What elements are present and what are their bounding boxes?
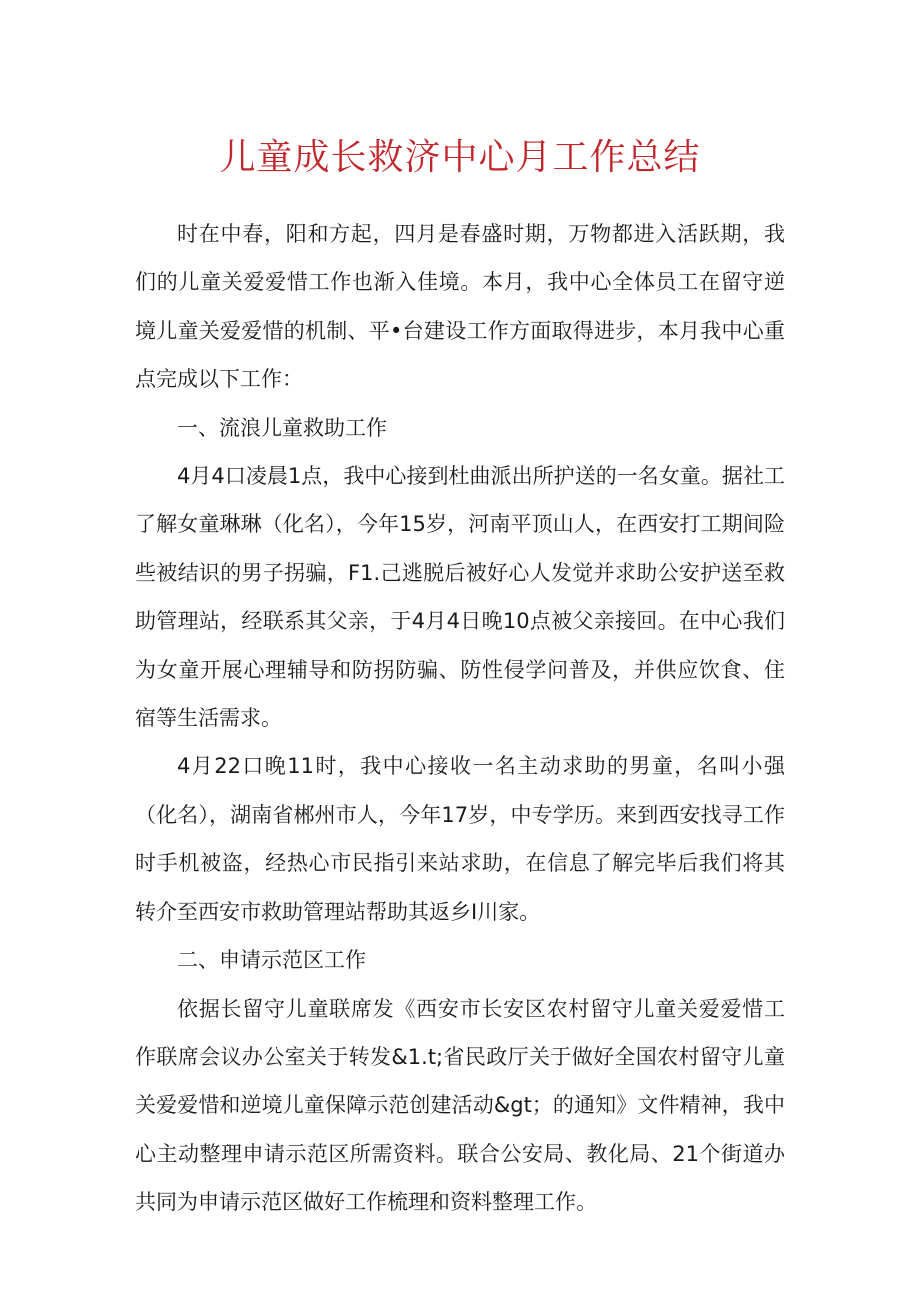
paragraph-demonstration-zone: 依据长留守儿童联席发《西安市长安区农村留守儿童关爱爱惜工作联席会议办公室关于转发&1.t;省民政厅关于做好全国农村留守儿童关爱爱惜和逆境儿童保障示范创建活动&gt；的通知》文件精神，我中心主动整理申请示范区所需资料。联合公安局、教化局、21个街道办共同为申请示范区做好工作梳理和资料整理工作。 [135, 996, 785, 1215]
paragraph-case-girl: 4月4口凌晨1点，我中心接到杜曲派出所护送的一名女童。据社工了解女童琳琳（化名），今年15岁，河南平顶山人，在西安打工期间险些被结识的男子拐骗，F1.己逃脱后被好心人发觉并求助公安护送至救助管理站，经联系其父亲，于4月4日晚10点被父亲接回。在中心我们为女童开展心理辅导和防拐防骗、防性侵学问普及，并供应饮食、住宿等生活需求。 [135, 464, 785, 731]
document-title: 儿童成长救济中心月工作总结 [219, 137, 701, 178]
document-body [135, 210, 785, 1227]
paragraph-case-boy: 4月22口晚11时，我中心接收一名主动求助的男童，名叫小强（化名），湖南省郴州市人，今年17岁，中专学历。来到西安找寻工作时手机被盗，经热心市民指引来站求助，在信息了解完毕后我们将其转介至西安市救助管理站帮助其返乡I川家。 [135, 754, 785, 924]
paragraph-intro: 时在中春，阳和方起，四月是春盛时期，万物都进入活跃期，我们的儿童关爱爱惜工作也渐入佳境。本月，我中心全体员工在留守逆境儿童关爱爱惜的机制、平•台建设工作方面取得进步，本月我中心重点完成以下工作： [135, 222, 785, 392]
section-heading-demonstration-zone: 二、申请示范区工作 [177, 948, 366, 973]
section-heading-street-children-rescue: 一、流浪儿童救助工作 [177, 415, 387, 440]
